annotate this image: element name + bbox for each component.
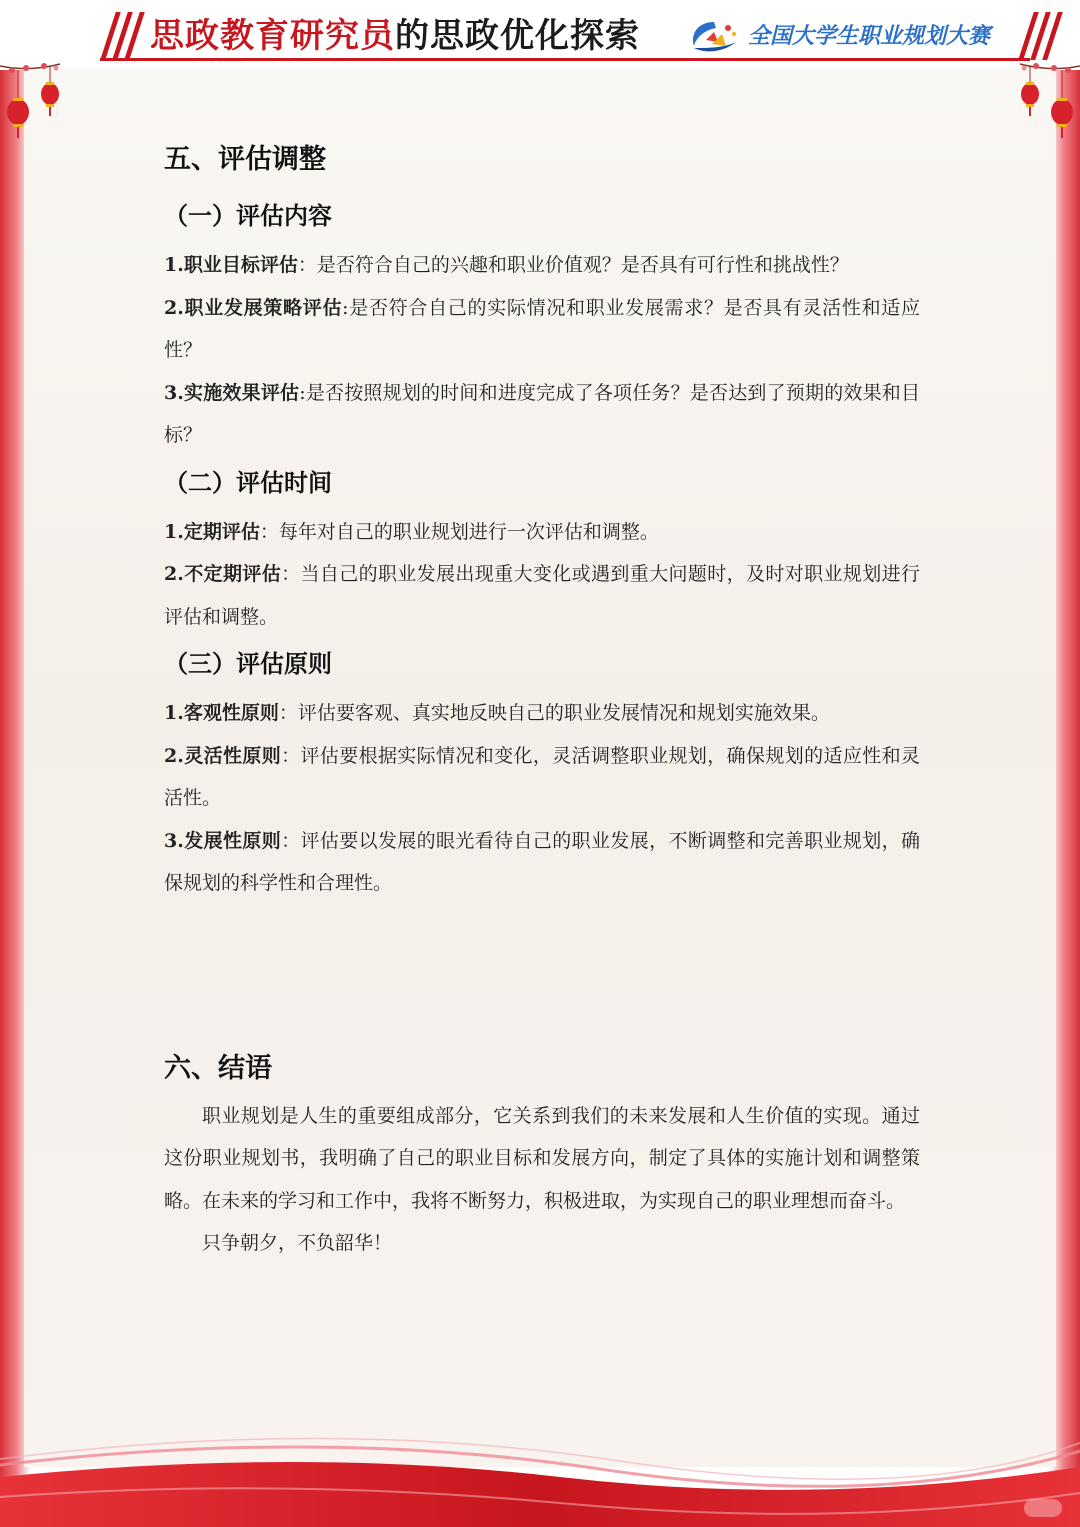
header-stripes-left [104,12,144,60]
list-item: 3.发展性原则：评估要以发展的眼光看待自己的职业发展，不断调整和完善职业规划，确保规划的科学性和合理性。 [164,829,920,894]
competition-logo-icon [684,18,740,58]
lantern-icon [0,62,100,142]
conclusion-paragraph: 职业规划是人生的重要组成部分，它关系到我们的未来发展和人生价值的实现。通过这份职业规划书，我明确了自己的职业目标和发展方向，制定了具体的实施计划和调整策略。在未来的学习和工作中，我将不断努力，积极进取，为实现自己的职业理想而奋斗。 [164,1104,920,1212]
list-item: 3.实施效果评估:是否按照规划的时间和进度完成了各项任务？是否达到了预期的效果和目标？ [164,381,920,446]
list-item: 2.不定期评估：当自己的职业发展出现重大变化或遇到重大问题时，及时对职业规划进行评估和调整。 [164,563,920,628]
header-title [150,12,640,60]
subsection-title-content: （一）评估内容 [164,202,332,230]
section-title-evaluation: 五、评估调整 [164,144,326,175]
page-mark [1024,1499,1062,1517]
header-title-dark: 的思政优化探索 [395,16,640,56]
header-stripes-right [1022,12,1062,60]
list-item: 1.职业目标评估：是否符合自己的兴趣和职业价值观？是否具有可行性和挑战性？ [164,254,849,276]
list-item: 2.灵活性原则：评估要根据实际情况和变化，灵活调整职业规划，确保规划的适应性和灵活性。 [164,744,920,809]
subsection-title-principles: （三）评估原则 [164,650,332,678]
subsection-title-time: （二）评估时间 [164,468,332,497]
list-item: 1.客观性原则：评估要客观、真实地反映自己的职业发展情况和规划实施效果。 [164,702,830,724]
motto: 只争朝夕，不负韶华！ [202,1232,393,1254]
page-header [0,0,1080,68]
bottom-wave-decoration [0,1407,1080,1527]
header-title-red: 思政教育研究员 [150,16,395,56]
lantern-icon [980,62,1080,142]
list-item: 2.职业发展策略评估:是否符合自己的实际情况和职业发展需求？是否具有灵活性和适应性？ [164,296,920,361]
main-content [164,138,920,1265]
header-subtitle: 全国大学生职业规划大赛 [748,24,991,49]
section-title-conclusion: 六、结语 [164,1052,272,1084]
list-item: 1.定期评估：每年对自己的职业规划进行一次评估和调整。 [164,520,659,543]
